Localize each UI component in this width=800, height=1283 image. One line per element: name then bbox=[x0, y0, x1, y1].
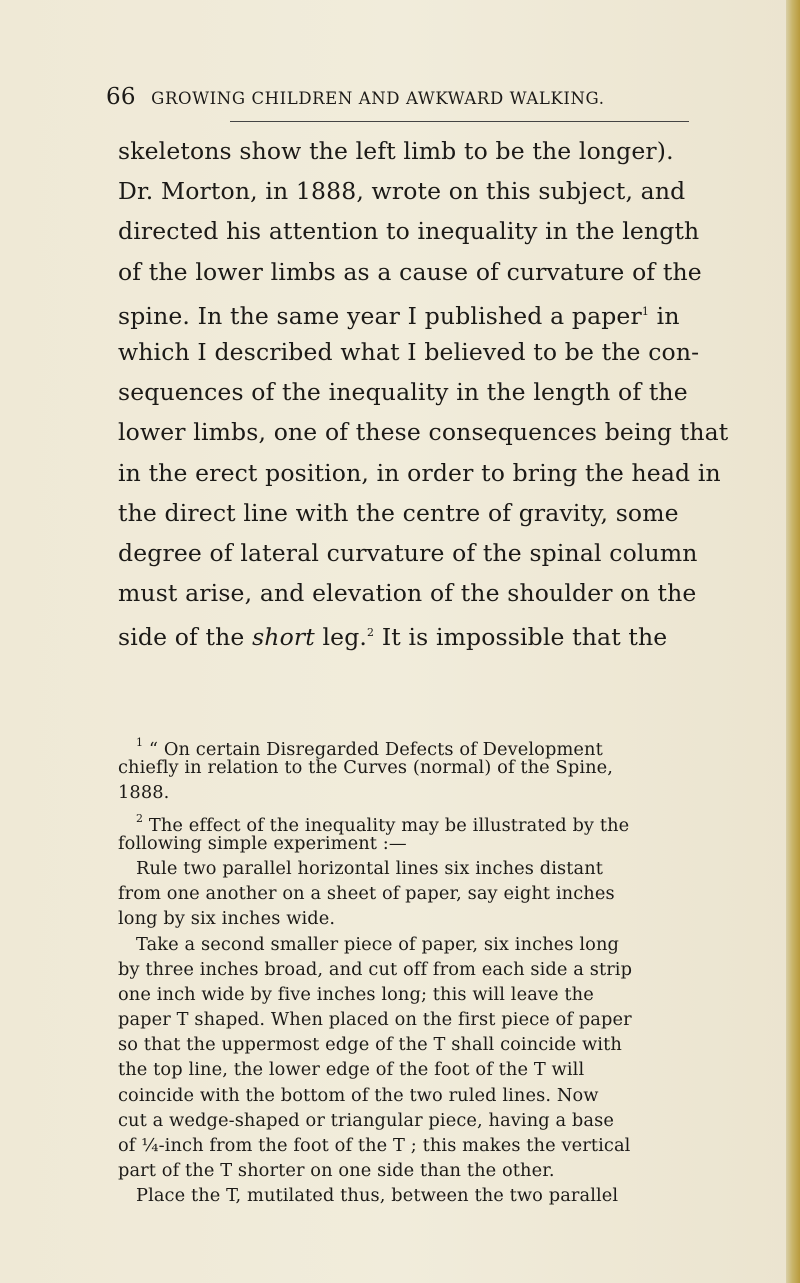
page-edge bbox=[786, 0, 800, 1283]
footnote-line: long by six inches wide. bbox=[118, 908, 336, 930]
footnote-text: The effect of the inequality may be illustrated by the bbox=[148, 814, 630, 836]
footnote-line: by three inches broad, and cut off from each side a strip bbox=[118, 958, 633, 980]
body-line: which I described what I believed to be the con- bbox=[118, 337, 700, 366]
footnote-marker: 2 bbox=[136, 811, 144, 825]
body-line: skeletons show the left limb to be the longer). bbox=[118, 137, 674, 165]
footnote-line: paper T shaped. When placed on the first piece of paper bbox=[118, 1009, 632, 1031]
emphasis-short: short bbox=[252, 623, 315, 652]
running-header bbox=[106, 84, 716, 110]
body-line: Dr. Morton, in 1888, wrote on this subject, and bbox=[118, 177, 686, 206]
footnote-line: Take a second smaller piece of paper, six inches long bbox=[136, 933, 619, 955]
footnote-line bbox=[118, 730, 713, 760]
footnote-line: following simple experiment :— bbox=[118, 832, 407, 854]
body-line-text: side of the bbox=[118, 623, 245, 652]
body-line: sequences of the inequality in the length of the bbox=[118, 378, 688, 407]
body-line: of the lower limbs as a cause of curvature of the bbox=[118, 257, 702, 286]
body-line: directed his attention to inequality in the length bbox=[118, 217, 700, 246]
footnote-line bbox=[118, 806, 713, 836]
footnote-line: Place the T, mutilated thus, between the two parallel bbox=[136, 1185, 619, 1207]
footnote-line: coincide with the bottom of the two ruled lines. Now bbox=[118, 1084, 599, 1106]
body-line-text: It is impossible that the bbox=[381, 623, 668, 652]
body-line bbox=[118, 292, 713, 332]
body-line-tail: in bbox=[656, 301, 680, 330]
footnote-line: from one another on a sheet of paper, say eight inches bbox=[118, 883, 615, 905]
footnote-text: “ On certain Disregarded Defects of Development bbox=[148, 739, 603, 760]
footnote-line: of ¼-inch from the foot of the T ; this makes the vertical bbox=[118, 1135, 631, 1156]
footnote-line: one inch wide by five inches long; this will leave the bbox=[118, 983, 594, 1005]
body-line: degree of lateral curvature of the spinal column bbox=[118, 538, 698, 567]
body-line bbox=[118, 613, 713, 653]
page-number: 66 bbox=[106, 84, 136, 110]
footnote-line: so that the uppermost edge of the T shall coincide with bbox=[118, 1034, 622, 1056]
footnote-ref: 2 bbox=[367, 626, 375, 640]
header-rule bbox=[230, 121, 689, 122]
footnote-line: chiefly in relation to the Curves (normal) of the Spine, bbox=[118, 757, 614, 779]
body-line: in the erect position, in order to bring the head in bbox=[118, 458, 721, 487]
footnote-line: Rule two parallel horizontal lines six inches distant bbox=[136, 857, 604, 879]
body-line-text: spine. In the same year I published a paper bbox=[118, 301, 642, 330]
footnotes bbox=[118, 730, 713, 1209]
body-line: lower limbs, one of these consequences being that bbox=[118, 418, 729, 447]
footnote-line: part of the T shorter on one side than the other. bbox=[118, 1160, 555, 1182]
body-text bbox=[118, 131, 729, 653]
body-line: the direct line with the centre of gravity, some bbox=[118, 498, 679, 527]
footnote-line: cut a wedge-shaped or triangular piece, having a base bbox=[118, 1109, 614, 1131]
footnote-marker: 1 bbox=[136, 736, 144, 749]
body-line: must arise, and elevation of the shoulder on the bbox=[118, 579, 697, 608]
footnote-ref: 1 bbox=[641, 304, 650, 318]
footnote-line: 1888. bbox=[118, 782, 170, 804]
running-title: GROWING CHILDREN AND AWKWARD WALKING. bbox=[151, 89, 605, 108]
footnote-line: the top line, the lower edge of the foot of the T will bbox=[118, 1059, 585, 1081]
body-line-text: leg. bbox=[322, 623, 368, 652]
